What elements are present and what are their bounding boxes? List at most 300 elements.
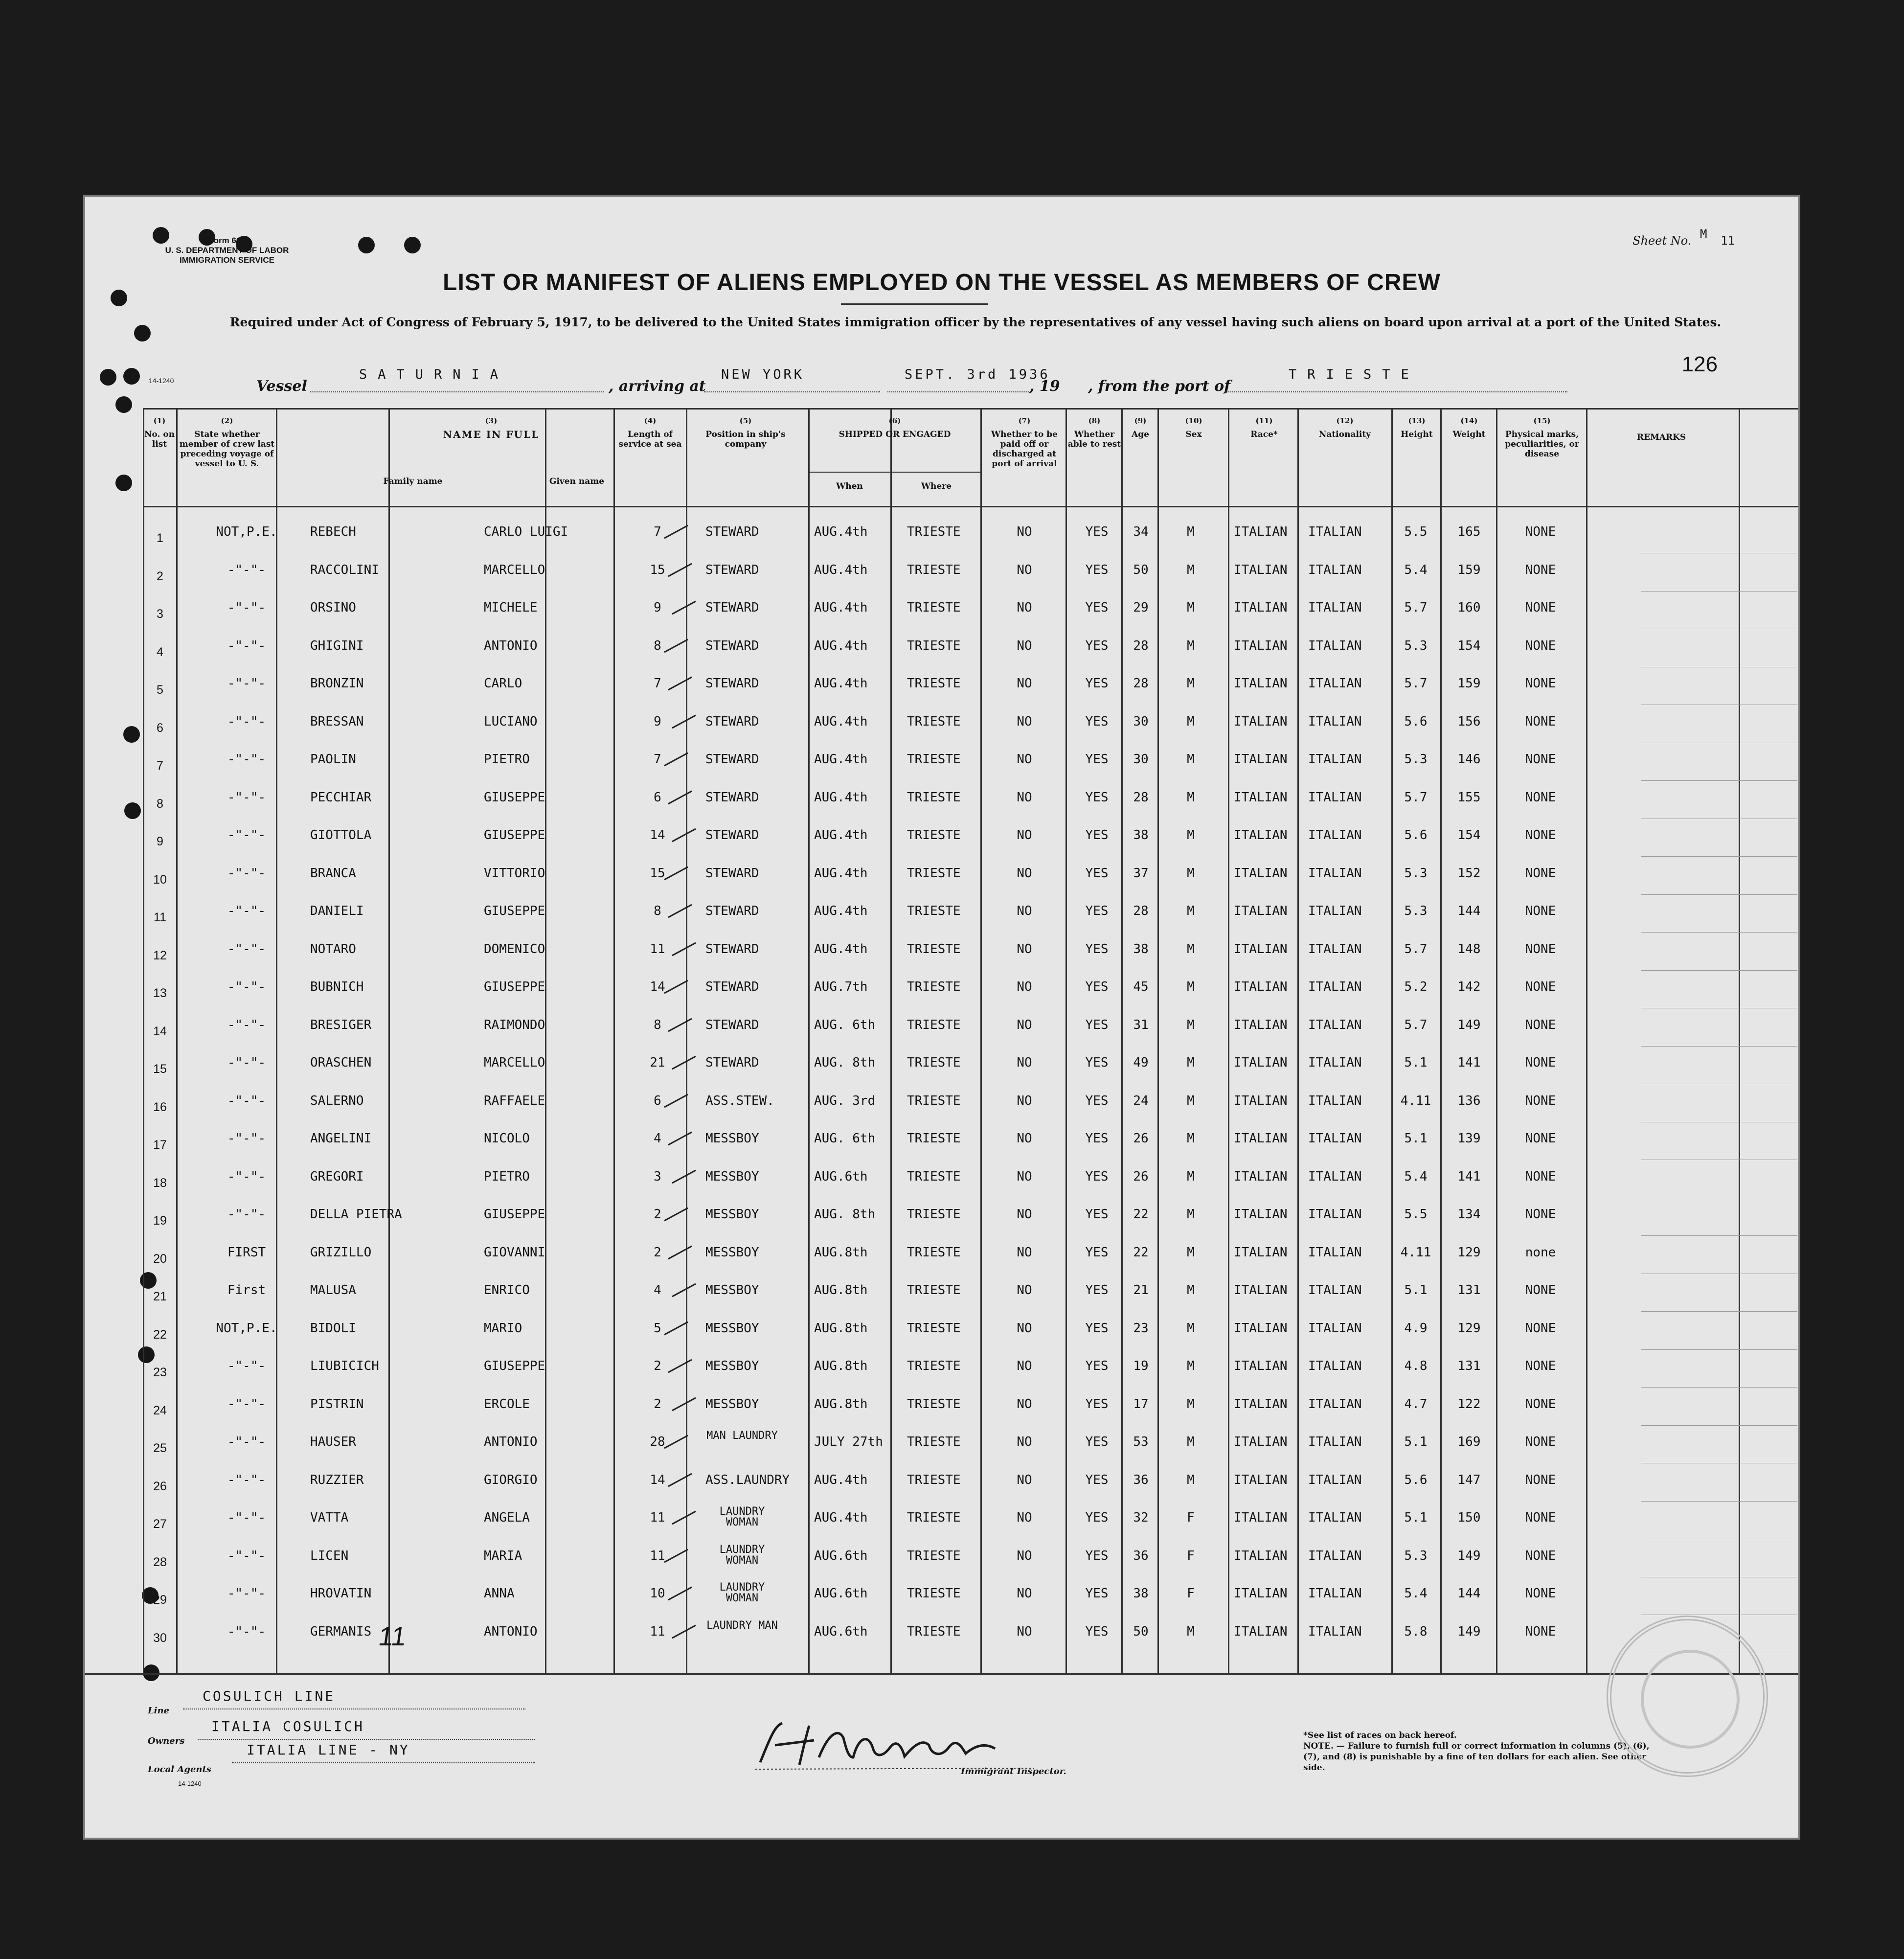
weight-cell: 134 [1457,1207,1481,1222]
age-cell: 28 [1133,904,1149,918]
given-name-cell: ANTONIO [484,1624,538,1639]
sex-cell: M [1187,524,1195,539]
family-name-cell: BRONZIN [310,676,364,691]
sheet-value: 11 [1721,234,1735,248]
service-cell: 5 [654,1321,661,1336]
family-name-cell: GHIGINI [310,638,364,653]
row-number: 29 [153,1593,167,1607]
col-label: NAME IN FULL [443,429,540,440]
check-mark-icon [662,863,692,883]
sex-cell: M [1187,1207,1195,1222]
remarks-ruled-line [1641,1349,1797,1350]
nationality-cell: ITALIAN [1308,1510,1362,1525]
service-cell: 4 [654,1131,661,1146]
marks-cell: NONE [1525,980,1556,994]
check-mark-icon [662,1432,692,1451]
race-cell: ITALIAN [1234,562,1288,577]
service-cell: 9 [654,600,661,615]
family-name-cell: NOTARO [310,941,356,957]
position-cell: STEWARD [705,790,759,805]
race-cell: ITALIAN [1234,1093,1288,1108]
service-cell: 6 [654,1093,661,1108]
column-rule [808,408,810,1673]
col-num: (9) [1134,416,1147,425]
family-name-cell: BRESIGER [310,1017,372,1032]
height-cell: 5.1 [1404,1435,1428,1449]
marks-cell: none [1525,1245,1556,1260]
given-name-cell: RAFFAELE [484,1093,545,1108]
agents-underline [232,1762,535,1763]
prev-voyage-cell: -"-"- [227,676,266,691]
check-mark-icon [666,1583,696,1603]
remarks-ruled-line [1641,1046,1797,1047]
col-label: Weight [1452,430,1486,439]
age-cell: 49 [1133,1055,1149,1070]
given-name-cell: VITTORIO [484,866,545,881]
vessel-label: Vessel [256,378,307,395]
position-cell: STEWARD [705,828,759,843]
paid-off-cell: NO [1017,1321,1032,1336]
shipped-where-cell: TRIESTE [907,562,961,577]
col-header-height [1393,416,1440,439]
age-cell: 28 [1133,790,1149,805]
race-cell: ITALIAN [1234,866,1288,881]
footer-rule [85,1673,1744,1675]
crew-table [85,408,1798,1673]
line-value: COSULICH LINE [203,1688,336,1704]
weight-cell: 160 [1457,600,1481,615]
page-number: 126 [1681,352,1718,376]
family-name-cell: ANGELINI [310,1131,372,1146]
manifest-sheet [83,195,1800,1840]
weight-cell: 152 [1457,866,1481,881]
column-rule [890,408,892,1673]
sheet-number [1632,227,1735,248]
given-name-cell: MARIO [484,1321,522,1336]
family-name-cell: ORSINO [310,600,356,615]
nationality-cell: ITALIAN [1308,1321,1362,1336]
remarks-ruled-line [1641,894,1797,895]
nationality-cell: ITALIAN [1308,866,1362,881]
race-cell: ITALIAN [1234,752,1288,767]
position-cell: MESSBOY [705,1245,759,1260]
age-cell: 26 [1133,1131,1149,1146]
race-cell: ITALIAN [1234,524,1288,539]
row-number: 18 [153,1176,167,1190]
race-cell: ITALIAN [1234,1283,1288,1298]
shipped-where-cell: TRIESTE [907,714,961,729]
shipped-when-cell: AUG. 8th [814,1055,876,1070]
row-number: 4 [157,645,163,659]
remarks-ruled-line [1641,1425,1797,1426]
marks-cell: NONE [1525,1359,1556,1373]
shipped-when-cell: AUG.4th [814,676,868,691]
race-cell: ITALIAN [1234,980,1288,994]
prev-voyage-cell: -"-"- [227,1093,266,1108]
height-cell: 5.4 [1404,1586,1428,1601]
able-to-rest-cell: YES [1085,1359,1109,1373]
check-mark-icon [666,1015,696,1034]
col-label: Whether able to rest [1067,430,1121,449]
able-to-rest-cell: YES [1085,562,1109,577]
vessel-name: SATURNIA [359,367,509,382]
family-name-cell: BRESSAN [310,714,364,729]
service-cell: 14 [650,980,665,994]
height-cell: 5.1 [1404,1510,1428,1525]
paid-off-cell: NO [1017,790,1032,805]
sex-cell: M [1187,904,1195,918]
service-cell: 7 [654,752,661,767]
age-cell: 31 [1133,1017,1149,1032]
col-header-where: Where [921,481,952,491]
inspector-label: Immigrant Inspector. [961,1766,1066,1777]
given-name-cell: ANTONIO [484,1435,538,1449]
shipped-when-cell: AUG. 6th [814,1131,876,1146]
shipped-when-cell: AUG.6th [814,1169,868,1184]
age-cell: 28 [1133,638,1149,653]
height-cell: 5.8 [1404,1624,1428,1639]
column-rule [1297,408,1299,1673]
race-cell: ITALIAN [1234,676,1288,691]
age-cell: 29 [1133,600,1149,615]
prev-voyage-cell: -"-"- [227,980,266,994]
column-rule [980,408,982,1673]
weight-cell: 150 [1457,1510,1481,1525]
column-rule [1496,408,1497,1673]
column-rule [388,408,390,1673]
nationality-cell: ITALIAN [1308,1169,1362,1184]
penalty-note: NOTE. — Failure to furnish full or correct information in columns (5), (6), (7), and (8) is punishable by a fine of ten dollars for each alien. See other side. [1303,1741,1650,1773]
height-cell: 5.3 [1404,866,1428,881]
family-name-cell: PISTRIN [310,1396,364,1412]
prev-voyage-cell: -"-"- [227,562,266,577]
able-to-rest-cell: YES [1085,1586,1109,1601]
page-subtitle: Required under Act of Congress of February 5, 1917, to be delivered to the United States immigration officer by the representatives of any vessel having such aliens on board upon arrival at a port of the United States. [229,315,1722,329]
footer [85,1673,1798,1840]
row-number: 16 [153,1100,167,1114]
race-cell: ITALIAN [1234,941,1288,957]
row-number: 26 [153,1479,167,1493]
able-to-rest-cell: YES [1085,600,1109,615]
sex-cell: M [1187,1435,1195,1449]
prev-voyage-cell: -"-"- [227,638,266,653]
position-cell: ASS.STEW. [705,1093,774,1108]
able-to-rest-cell: YES [1085,1472,1109,1487]
marks-cell: NONE [1525,904,1556,918]
remarks-ruled-line [1641,932,1797,933]
nationality-cell: ITALIAN [1308,1624,1362,1639]
shipped-where-cell: TRIESTE [907,980,961,994]
position-cell: STEWARD [705,562,759,577]
age-cell: 32 [1133,1510,1149,1525]
shipped-where-cell: TRIESTE [907,524,961,539]
marks-cell: NONE [1525,1131,1556,1146]
row-number: 2 [157,569,163,583]
sex-cell: M [1187,941,1195,957]
able-to-rest-cell: YES [1085,1169,1109,1184]
height-cell: 5.3 [1404,638,1428,653]
remarks-ruled-line [1641,970,1797,971]
height-cell: 5.1 [1404,1283,1428,1298]
height-cell: 5.6 [1404,828,1428,843]
shipped-when-cell: AUG.4th [814,752,868,767]
shipped-when-cell: AUG.4th [814,714,868,729]
marks-cell: NONE [1525,866,1556,881]
given-name-cell: GIUSEPPE [484,828,545,843]
prev-voyage-cell: FIRST [227,1245,266,1260]
shipped-where-cell: TRIESTE [907,1586,961,1601]
height-cell: 5.5 [1404,524,1428,539]
from-label: , from the port of [1088,378,1231,395]
shipped-when-cell: AUG.4th [814,904,868,918]
nationality-cell: ITALIAN [1308,562,1362,577]
row-number: 15 [153,1062,167,1076]
owners-value: ITALIA COSULICH [211,1718,364,1734]
sex-cell: M [1187,866,1195,881]
paid-off-cell: NO [1017,676,1032,691]
sex-cell: M [1187,1321,1195,1336]
sex-cell: M [1187,980,1195,994]
paid-off-cell: NO [1017,1586,1032,1601]
col-num: (15) [1533,416,1551,425]
shipped-where-cell: TRIESTE [907,1624,961,1639]
weight-cell: 129 [1457,1321,1481,1336]
service-cell: 8 [654,904,661,918]
shipped-when-cell: AUG.8th [814,1359,868,1373]
race-cell: ITALIAN [1234,1321,1288,1336]
given-name-cell: GIUSEPPE [484,1359,545,1373]
year-label: , 19 [1029,378,1060,395]
prev-voyage-cell: -"-"- [227,1017,266,1032]
position-cell: STEWARD [705,866,759,881]
marks-cell: NONE [1525,1283,1556,1298]
punch-hole [134,325,151,342]
given-name-cell: LUCIANO [484,714,538,729]
paid-off-cell: NO [1017,752,1032,767]
nationality-cell: ITALIAN [1308,1131,1362,1146]
paid-off-cell: NO [1017,828,1032,843]
service-cell: 11 [650,941,665,957]
position-cell: STEWARD [705,676,759,691]
height-cell: 5.7 [1404,1017,1428,1032]
row-number: 5 [157,683,163,697]
shipped-where-cell: TRIESTE [907,1321,961,1336]
position-cell: MESSBOY [705,1396,759,1412]
sex-cell: M [1187,1472,1195,1487]
height-cell: 5.2 [1404,980,1428,994]
position-cell: LAUNDRY WOMAN [719,1581,765,1604]
row-number: 10 [153,872,167,887]
height-cell: 5.7 [1404,790,1428,805]
paid-off-cell: NO [1017,941,1032,957]
nationality-cell: ITALIAN [1308,638,1362,653]
sheet-label: Sheet No. [1632,234,1692,248]
marks-cell: NONE [1525,1510,1556,1525]
col-num: (12) [1336,416,1354,425]
agents-value: ITALIA LINE - NY [247,1742,410,1758]
col-num: (5) [739,416,752,425]
position-cell: STEWARD [705,980,759,994]
family-name-cell: HAUSER [310,1435,356,1449]
family-name-cell: SALERNO [310,1093,364,1108]
family-name-cell: DELLA PIETRA [310,1207,402,1222]
nationality-cell: ITALIAN [1308,714,1362,729]
paid-off-cell: NO [1017,904,1032,918]
col-label: Nationality [1318,430,1371,439]
age-cell: 23 [1133,1321,1149,1336]
height-cell: 5.3 [1404,1548,1428,1563]
given-name-cell: MARIA [484,1548,522,1563]
paid-off-cell: NO [1017,714,1032,729]
weight-cell: 156 [1457,714,1481,729]
col-header-age [1123,416,1157,439]
position-cell: STEWARD [705,941,759,957]
shipped-when-cell: AUG.6th [814,1624,868,1639]
shipped-when-cell: AUG.8th [814,1283,868,1298]
family-name-cell: REBECH [310,524,356,539]
shipped-where-cell: TRIESTE [907,1169,961,1184]
weight-cell: 131 [1457,1359,1481,1373]
able-to-rest-cell: YES [1085,1131,1109,1146]
able-to-rest-cell: YES [1085,1207,1109,1222]
race-cell: ITALIAN [1234,790,1288,805]
footer-notes [1303,1730,1655,1773]
race-cell: ITALIAN [1234,1510,1288,1525]
family-name-cell: PECCHIAR [310,790,372,805]
shipped-where-cell: TRIESTE [907,1283,961,1298]
paid-off-cell: NO [1017,1131,1032,1146]
position-cell: LAUNDRY WOMAN [719,1505,765,1528]
col-num: (11) [1255,416,1273,425]
given-name-cell: GIUSEPPE [484,904,545,918]
weight-cell: 129 [1457,1245,1481,1260]
col-num: (10) [1185,416,1202,425]
weight-cell: 122 [1457,1396,1481,1412]
check-mark-icon [666,1128,696,1148]
check-mark-icon [666,1356,696,1375]
sex-cell: M [1187,1169,1195,1184]
service-cell: 8 [654,1017,661,1032]
sex-cell: M [1187,1359,1195,1373]
race-cell: ITALIAN [1234,638,1288,653]
able-to-rest-cell: YES [1085,941,1109,957]
form-number: Form 660 [208,236,246,245]
check-mark-icon [670,1507,700,1527]
shipped-when-cell: AUG.4th [814,1510,868,1525]
nationality-cell: ITALIAN [1308,1055,1362,1070]
row-number: 22 [153,1327,167,1342]
prev-voyage-cell: -"-"- [227,790,266,805]
shipped-when-cell: AUG.8th [814,1396,868,1412]
service-cell: 21 [650,1055,665,1070]
height-cell: 4.9 [1404,1321,1428,1336]
marks-cell: NONE [1525,1586,1556,1601]
service-cell: 7 [654,676,661,691]
col-header-nationality [1298,416,1391,439]
able-to-rest-cell: YES [1085,524,1109,539]
service-cell: 4 [654,1283,661,1298]
from-port-underline [1225,391,1567,392]
prev-voyage-cell: -"-"- [227,1207,266,1222]
shipped-where-cell: TRIESTE [907,600,961,615]
title-rule [841,303,988,305]
paid-off-cell: NO [1017,1624,1032,1639]
col-label: Sex [1185,430,1202,439]
row-number: 17 [153,1138,167,1152]
sex-cell: M [1187,1624,1195,1639]
able-to-rest-cell: YES [1085,1017,1109,1032]
height-cell: 5.1 [1404,1131,1428,1146]
col-header-position [687,416,804,449]
nationality-cell: ITALIAN [1308,1396,1362,1412]
page-title: LIST OR MANIFEST OF ALIENS EMPLOYED ON THE VESSEL AS MEMBERS OF CREW [443,270,1441,296]
col-label: SHIPPED OR ENGAGED [839,430,951,439]
position-cell: STEWARD [705,600,759,615]
age-cell: 45 [1133,980,1149,994]
check-mark-icon [666,560,696,579]
shipped-when-cell: AUG.4th [814,790,868,805]
prev-voyage-cell: NOT,P.E. [216,524,277,539]
marks-cell: NONE [1525,676,1556,691]
able-to-rest-cell: YES [1085,676,1109,691]
shipped-when-cell: AUG. 3rd [814,1093,876,1108]
shipped-when-cell: AUG.4th [814,638,868,653]
service-cell: 9 [654,714,661,729]
col-label: Position in ship's company [705,430,786,449]
column-rule [1440,408,1442,1673]
row-number: 13 [153,986,167,1000]
marks-cell: NONE [1525,524,1556,539]
shipped-when-cell: JULY 27th [814,1435,883,1449]
line-label: Line [148,1706,170,1716]
col-header-prev-voyage [178,416,276,469]
row-number: 27 [153,1517,167,1531]
race-cell: ITALIAN [1234,600,1288,615]
marks-cell: NONE [1525,1017,1556,1032]
weight-cell: 142 [1457,980,1481,994]
department-label: U. S. DEPARTMENT OF LABOR [165,246,289,255]
shipped-where-cell: TRIESTE [907,752,961,767]
col-header-able [1067,416,1121,449]
shipped-where-cell: TRIESTE [907,941,961,957]
col-num: (6) [888,416,901,425]
row-number: 12 [153,948,167,962]
position-cell: STEWARD [705,1055,759,1070]
shipped-when-cell: AUG.6th [814,1548,868,1563]
arrival-date: SEPT. 3rd 1936 [905,367,1050,382]
age-cell: 26 [1133,1169,1149,1184]
marks-cell: NONE [1525,1624,1556,1639]
height-cell: 5.4 [1404,562,1428,577]
marks-cell: NONE [1525,1169,1556,1184]
paid-off-cell: NO [1017,1396,1032,1412]
sex-cell: M [1187,562,1195,577]
prev-voyage-cell: -"-"- [227,1510,266,1525]
given-name-cell: MICHELE [484,600,538,615]
sex-cell: M [1187,676,1195,691]
row-number: 9 [157,835,163,848]
weight-cell: 144 [1457,1586,1481,1601]
row-number: 21 [153,1290,167,1303]
check-mark-icon [670,825,700,844]
position-cell: MESSBOY [705,1283,759,1298]
punch-hole [358,237,375,253]
check-mark-icon [670,597,700,617]
col-label: No. on list [144,430,175,449]
line-underline [183,1708,525,1709]
shipped-when-cell: AUG.4th [814,828,868,843]
col-label: Physical marks, peculiarities, or disease [1505,430,1579,459]
